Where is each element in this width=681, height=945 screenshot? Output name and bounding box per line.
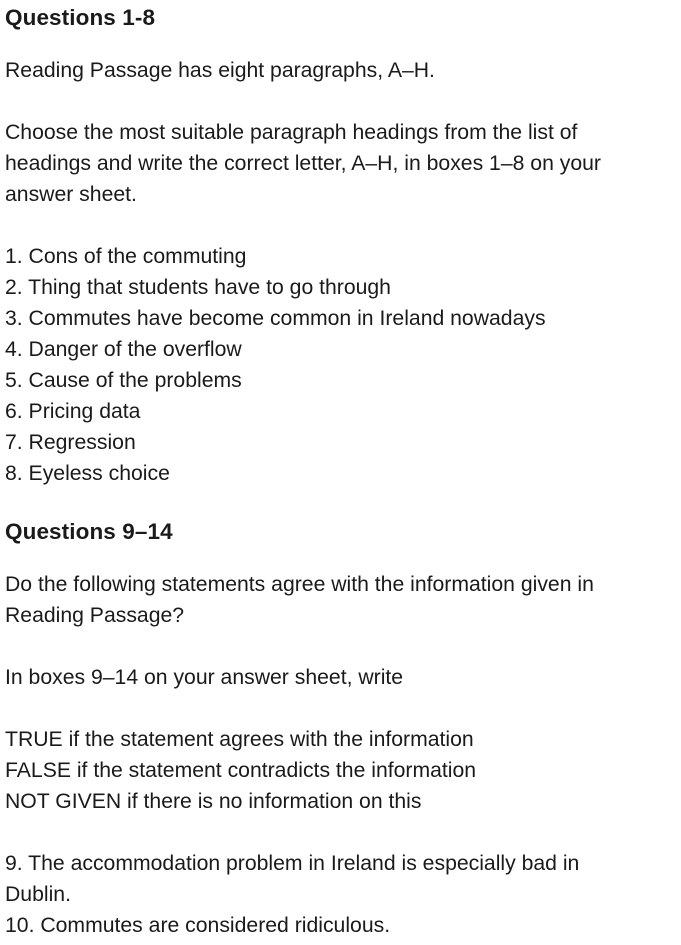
heading-item: 2. Thing that students have to go through	[5, 276, 391, 299]
answer-option: NOT GIVEN if there is no information on this	[5, 790, 422, 813]
section1-intro: Reading Passage has eight paragraphs, A–H.	[5, 59, 435, 82]
section1-instruction-line: Choose the most suitable paragraph headings from the list of	[5, 121, 578, 144]
heading-item: 7. Regression	[5, 431, 136, 454]
statement-line: 9. The accommodation problem in Ireland is especially bad in	[5, 852, 580, 875]
section1-instruction-line: headings and write the correct letter, A–H, in boxes 1–8 on your	[5, 152, 601, 175]
section2-intro-line: Do the following statements agree with the information given in	[5, 573, 594, 596]
section2-heading: Questions 9–14	[5, 519, 173, 544]
heading-item: 1. Cons of the commuting	[5, 245, 247, 268]
statement-line: 10. Commutes are considered ridiculous.	[5, 914, 391, 937]
answer-options	[5, 724, 677, 817]
statement-line: Dublin.	[5, 883, 71, 906]
statements-list	[5, 848, 677, 941]
heading-item: 8. Eyeless choice	[5, 462, 170, 485]
heading-item: 3. Commutes have become common in Ireland nowadays	[5, 307, 546, 330]
section2-intro-line: Reading Passage?	[5, 604, 185, 627]
section1-heading: Questions 1-8	[5, 5, 156, 30]
answer-option: FALSE if the statement contradicts the information	[5, 759, 477, 782]
heading-item: 4. Danger of the overflow	[5, 338, 242, 361]
reading-questions-page	[5, 0, 677, 941]
section1-instruction-line: answer sheet.	[5, 183, 137, 206]
headings-list	[5, 241, 677, 489]
heading-item: 5. Cause of the problems	[5, 369, 242, 392]
section2-instruction: In boxes 9–14 on your answer sheet, write	[5, 666, 404, 689]
heading-item: 6. Pricing data	[5, 400, 141, 423]
answer-option: TRUE if the statement agrees with the information	[5, 728, 474, 751]
